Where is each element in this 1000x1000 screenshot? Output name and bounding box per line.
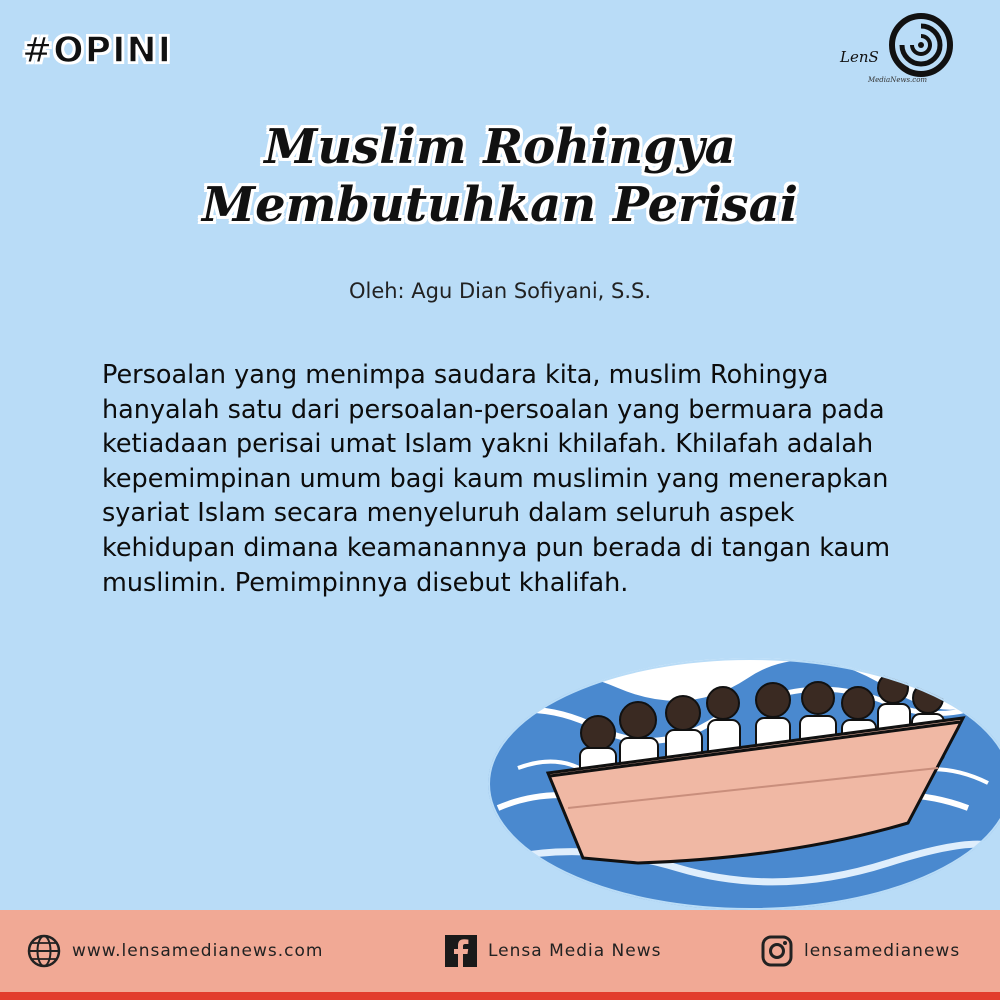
- lensa-logo: [838, 8, 958, 98]
- title-line-1: Muslim Rohingya: [264, 119, 736, 175]
- title-line-2: Membutuhkan Perisai: [201, 177, 799, 233]
- globe-icon: [26, 933, 62, 969]
- footer-website[interactable]: [26, 928, 323, 974]
- facebook-icon: [444, 934, 478, 968]
- logo-text: LenS: [840, 48, 879, 66]
- rohingya-boat-illustration: [488, 658, 1000, 910]
- website-link[interactable]: www.lensamedianews.com: [72, 941, 324, 961]
- facebook-link[interactable]: Lensa Media News: [488, 941, 662, 961]
- footer-accent-strip: [0, 992, 1000, 1000]
- article-author: Oleh: Agu Dian Sofiyani, S.S.: [348, 279, 652, 303]
- logo-subtext: MediaNews.com: [868, 76, 928, 84]
- instagram-icon: [760, 934, 794, 968]
- footer-instagram[interactable]: [760, 928, 960, 974]
- article-body: Persoalan yang menimpa saudara kita, muslim Rohingya hanyalah satu dari persoalan-persoalan yang bermuara pada ketiadaan perisai umat Islam yakni khilafah. Khilafah adalah kepemimpinan umum bagi kaum muslimin yang menerapkan syariat Islam secara menyeluruh dalam seluruh aspek kehidupan dimana keamanannya pun berada di tangan kaum muslimin. Pemimpinnya disebut khalifah.: [102, 360, 891, 598]
- logo-spiral-icon: [888, 12, 954, 78]
- footer-facebook[interactable]: [444, 928, 661, 974]
- instagram-link[interactable]: lensamedianews: [804, 941, 961, 961]
- article-title: [0, 118, 1000, 234]
- opini-tag: #OPINI: [22, 30, 173, 71]
